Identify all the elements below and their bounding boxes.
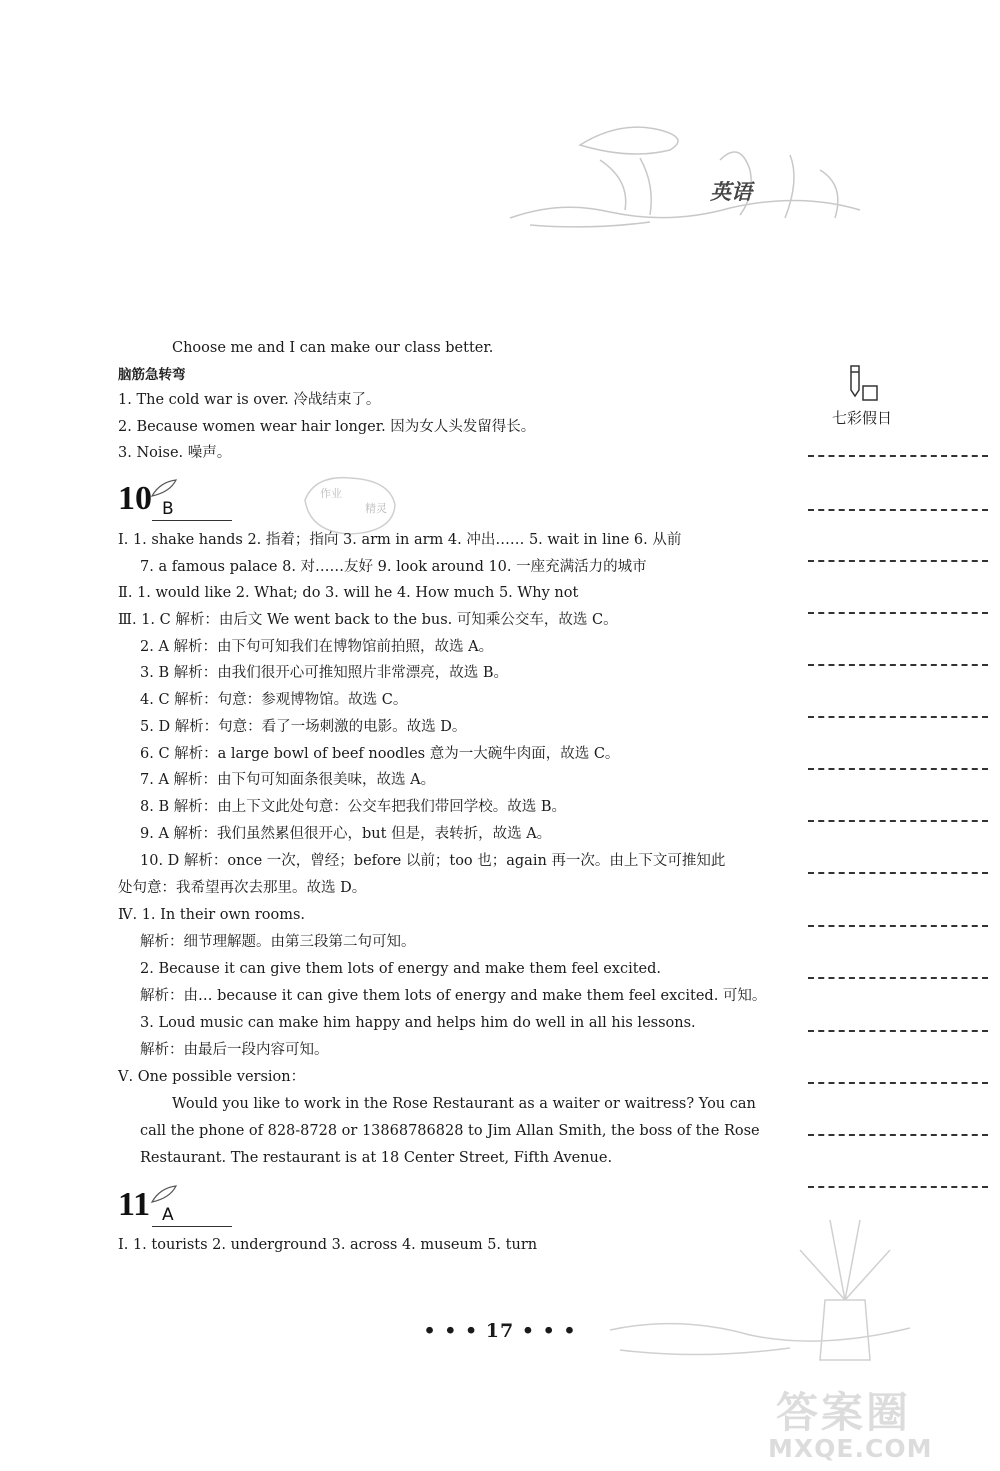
text-line: Ⅱ. 1. would like 2. What; do 3. will he 4. How much 5. Why not — [118, 585, 579, 601]
text-line: Ⅰ. 1. shake hands 2. 指着；指向 3. arm in arm 4. 冲出…… 5. wait in line 6. 从前 — [118, 532, 682, 548]
leaf-icon — [150, 478, 180, 498]
text-line: 2. Because it can give them lots of energy and make them feel excited. — [140, 961, 662, 977]
section-heading: 脑筋急转弯 — [118, 367, 186, 383]
text-line: 处句意：我希望再次去那里。故选 D。 — [118, 880, 367, 896]
unit-rule — [152, 1226, 232, 1227]
windmill-decoration — [600, 1210, 920, 1370]
unit-rule — [152, 520, 232, 521]
text-line: Ⅴ. One possible version： — [118, 1069, 306, 1085]
watermark — [756, 1380, 986, 1470]
note-line — [808, 1186, 988, 1188]
text-line: 3. B 解析：由我们很开心可推知照片非常漂亮，故选 B。 — [140, 665, 508, 681]
text-line: 3. Loud music can make him happy and helps him do well in all his lessons. — [140, 1015, 696, 1031]
stamp-text-2: 精灵 — [365, 502, 387, 515]
text-line: 8. B 解析：由上下文此处句意：公交车把我们带回学校。故选 B。 — [140, 799, 566, 815]
text-line: Restaurant. The restaurant is at 18 Center Street, Fifth Avenue. — [140, 1150, 613, 1166]
text-line: 7. a famous palace 8. 对……友好 9. look around 10. 一座充满活力的城市 — [140, 559, 647, 575]
unit-number: 11 — [118, 1186, 151, 1223]
note-line — [808, 820, 988, 822]
text-line: 解析：细节理解题。由第三段第二句可知。 — [140, 934, 416, 950]
stamp-text-1: 作业 — [320, 487, 342, 500]
leaf-icon — [150, 1184, 180, 1204]
text-line: 5. D 解析：句意：看了一场刺激的电影。故选 D。 — [140, 719, 467, 735]
text-line: 4. C 解析：句意：参观博物馆。故选 C。 — [140, 692, 408, 708]
text-line: 7. A 解析：由下句可知面条很美味，故选 A。 — [140, 772, 436, 788]
note-line — [808, 1082, 988, 1084]
sidebar-label: 七彩假日 — [832, 409, 893, 427]
note-line — [808, 716, 988, 718]
unit-letter: A — [162, 1205, 174, 1225]
unit-letter: B — [162, 499, 174, 519]
text-line: Ⅲ. 1. C 解析：由后文 We went back to the bus. 可知乘公交车，故选 C。 — [118, 612, 618, 628]
text-line: 6. C 解析：a large bowl of beef noodles 意为一大碗牛肉面，故选 C。 — [140, 746, 620, 762]
text-line: 1. The cold war is over. 冷战结束了。 — [118, 392, 381, 408]
text-line: Ⅰ. 1. tourists 2. underground 3. across 4. museum 5. turn — [118, 1237, 538, 1253]
page-number: • • • 17 • • • — [423, 1320, 577, 1342]
note-line — [808, 560, 988, 562]
text-line: 2. A 解析：由下句可知我们在博物馆前拍照，故选 A。 — [140, 639, 494, 655]
text-line: 2. Because women wear hair longer. 因为女人头发留得长。 — [118, 419, 536, 435]
note-line — [808, 509, 988, 511]
note-line — [808, 1030, 988, 1032]
note-line — [808, 925, 988, 927]
note-line — [808, 977, 988, 979]
note-line — [808, 1134, 988, 1136]
text-line: Ⅳ. 1. In their own rooms. — [118, 907, 306, 923]
unit-number: 10 — [118, 480, 152, 517]
header-decoration — [500, 100, 880, 240]
text-line: 10. D 解析：once 一次，曾经；before 以前；too 也；again 再一次。由上下文可推知此 — [140, 853, 726, 869]
note-line — [808, 612, 988, 614]
text-line: Choose me and I can make our class better. — [172, 340, 494, 356]
note-line — [808, 455, 988, 457]
subject-title: 英语 — [710, 179, 752, 204]
pen-icon — [845, 364, 881, 404]
text-line: 3. Noise. 噪声。 — [118, 445, 232, 461]
text-line: 解析：由最后一段内容可知。 — [140, 1042, 329, 1058]
text-line: 9. A 解析：我们虽然累但很开心，but 但是，表转折，故选 A。 — [140, 826, 552, 842]
note-line — [808, 664, 988, 666]
watermark-url: MXQE.COM — [768, 1434, 933, 1463]
text-line: 解析：由… because it can give them lots of energy and make them feel excited. 可知。 — [140, 988, 767, 1004]
watermark-main: 答案圈 — [776, 1388, 912, 1437]
text-line: call the phone of 828-8728 or 13868786828 to Jim Allan Smith, the boss of the Rose — [140, 1123, 760, 1139]
note-line — [808, 768, 988, 770]
text-line: Would you like to work in the Rose Restaurant as a waiter or waitress? You can — [172, 1096, 756, 1112]
note-line — [808, 872, 988, 874]
